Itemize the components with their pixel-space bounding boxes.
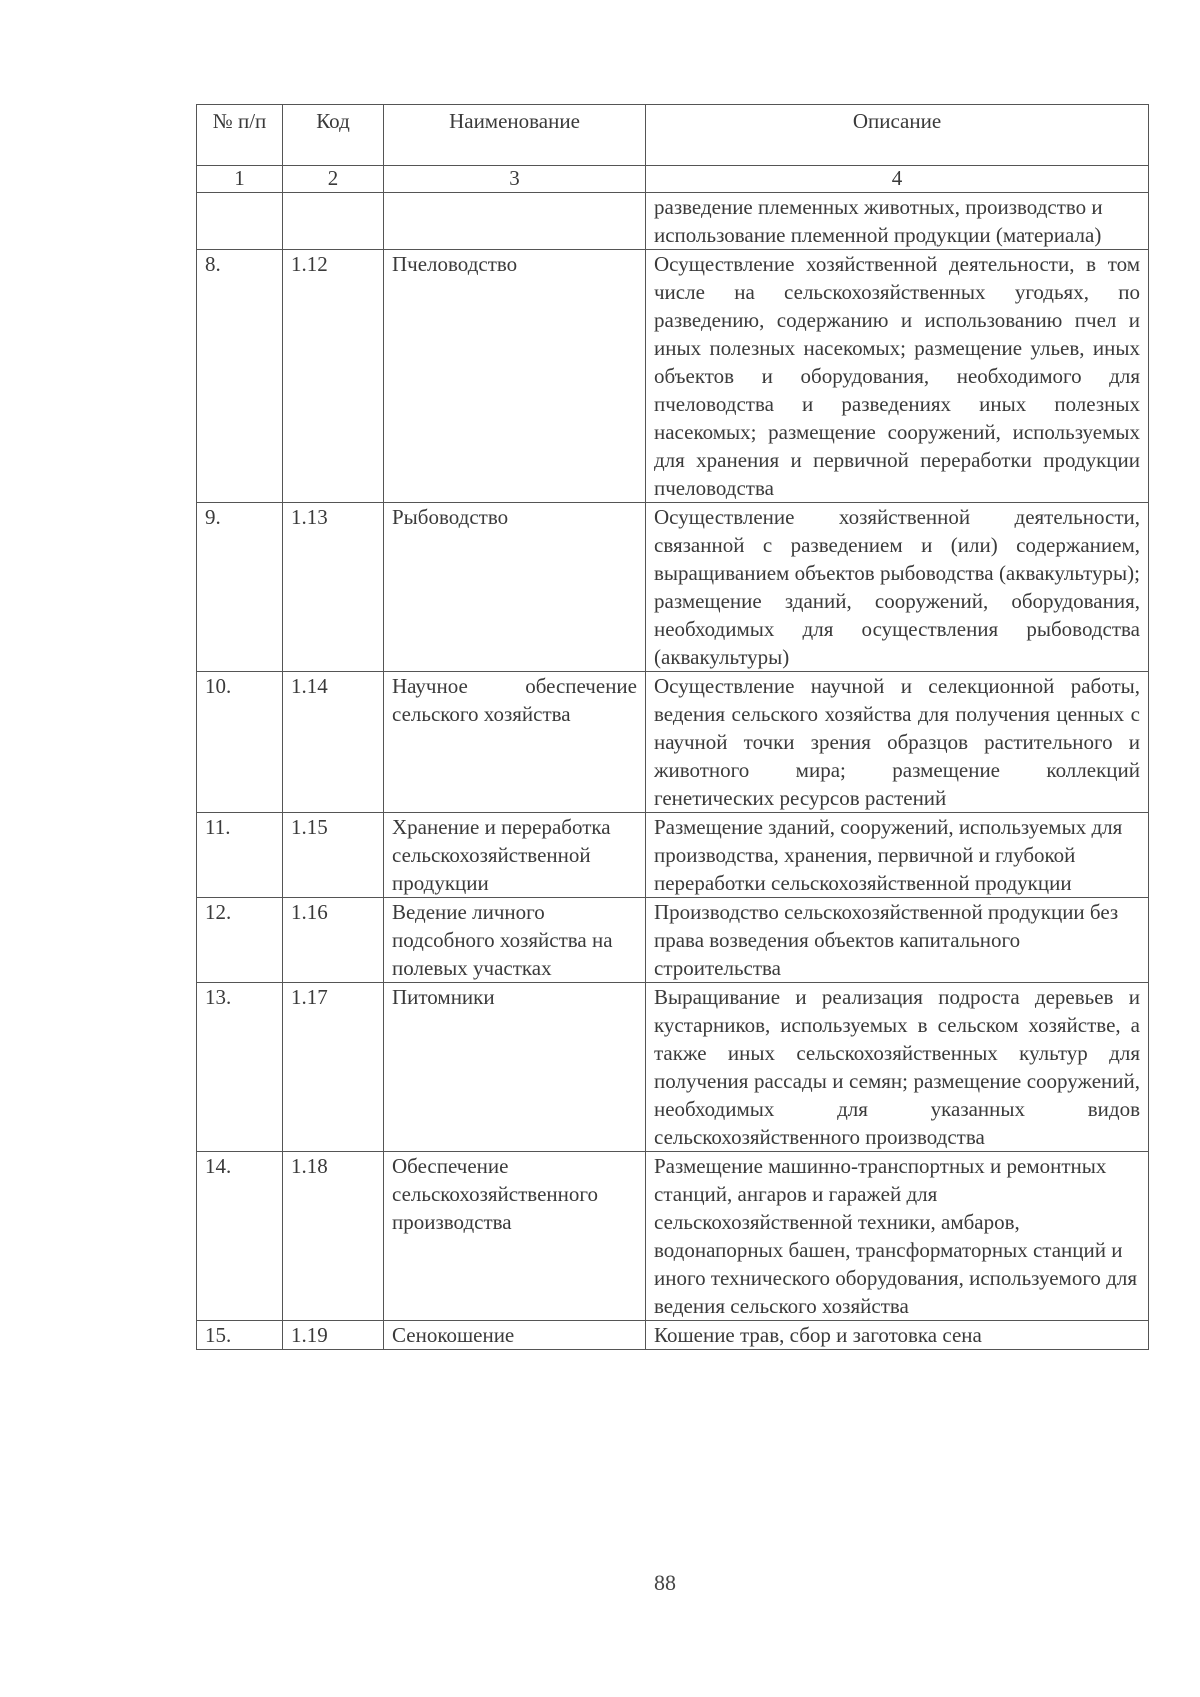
- row-name: Обеспечение сельскохозяйственного производства: [384, 1152, 646, 1321]
- row-description: Выращивание и реализация подроста деревьев и кустарников, используемых в сельском хозяйстве, а также иных сельскохозяйственных культур для получения рассады и семян; размещение сооружений, необходимых для указанных видов сельскохозяйственного производства: [646, 983, 1149, 1152]
- row-number: 8.: [197, 250, 283, 503]
- land-use-table: [196, 104, 1149, 1350]
- header-description: Описание: [646, 105, 1149, 166]
- table-row: [197, 250, 1149, 503]
- row-number: 12.: [197, 898, 283, 983]
- column-number: 3: [384, 166, 646, 193]
- row-name: [384, 193, 646, 250]
- row-number: 15.: [197, 1321, 283, 1350]
- row-number: 13.: [197, 983, 283, 1152]
- header-code: Код: [283, 105, 384, 166]
- header-num: № п/п: [197, 105, 283, 166]
- table-row: [197, 983, 1149, 1152]
- row-code: 1.16: [283, 898, 384, 983]
- column-number-row: [197, 166, 1149, 193]
- row-code: 1.15: [283, 813, 384, 898]
- page-number: 88: [654, 1570, 676, 1595]
- row-code: 1.12: [283, 250, 384, 503]
- row-code: 1.18: [283, 1152, 384, 1321]
- table-row: [197, 193, 1149, 250]
- row-number: 10.: [197, 672, 283, 813]
- row-name: Сенокошение: [384, 1321, 646, 1350]
- row-description: Осуществление научной и селекционной работы, ведения сельского хозяйства для получения ценных с научной точки зрения образцов растительного и животного мира; размещение коллекций генетических ресурсов растений: [646, 672, 1149, 813]
- row-description: Размещение зданий, сооружений, используемых для производства, хранения, первичной и глубокой переработки сельскохозяйственной продукции: [646, 813, 1149, 898]
- row-name: Научное обеспечение сельского хозяйства: [384, 672, 646, 813]
- row-number: 9.: [197, 503, 283, 672]
- row-number: [197, 193, 283, 250]
- table-row: [197, 672, 1149, 813]
- row-name: Хранение и переработка сельскохозяйственной продукции: [384, 813, 646, 898]
- row-description: Производство сельскохозяйственной продукции без права возведения объектов капитального строительства: [646, 898, 1149, 983]
- column-number: 2: [283, 166, 384, 193]
- row-description: Осуществление хозяйственной деятельности, связанной с разведением и (или) содержанием, выращиванием объектов рыбоводства (аквакультуры); размещение зданий, сооружений, оборудования, необходимых для осуществления рыбоводства (аквакультуры): [646, 503, 1149, 672]
- row-number: 11.: [197, 813, 283, 898]
- table-row: [197, 1321, 1149, 1350]
- table-row: [197, 503, 1149, 672]
- column-number: 4: [646, 166, 1149, 193]
- table-row: [197, 898, 1149, 983]
- row-description: Размещение машинно-транспортных и ремонтных станций, ангаров и гаражей для сельскохозяйственной техники, амбаров, водонапорных башен, трансформаторных станций и иного технического оборудования, используемого для ведения сельского хозяйства: [646, 1152, 1149, 1321]
- row-name: Ведение личного подсобного хозяйства на полевых участках: [384, 898, 646, 983]
- row-description: Осуществление хозяйственной деятельности, в том числе на сельскохозяйственных угодьях, по разведению, содержанию и использованию пчел и иных полезных насекомых; размещение ульев, иных объектов и оборудования, необходимого для пчеловодства и разведениях иных полезных насекомых; размещение сооружений, используемых для хранения и первичной переработки продукции пчеловодства: [646, 250, 1149, 503]
- row-number: 14.: [197, 1152, 283, 1321]
- header-row: [197, 105, 1149, 166]
- row-description: Кошение трав, сбор и заготовка сена: [646, 1321, 1149, 1350]
- row-code: 1.19: [283, 1321, 384, 1350]
- header-name: Наименование: [384, 105, 646, 166]
- table-row: [197, 813, 1149, 898]
- row-name: Питомники: [384, 983, 646, 1152]
- table-row: [197, 1152, 1149, 1321]
- row-description: разведение племенных животных, производство и использование племенной продукции (материала): [646, 193, 1149, 250]
- row-name: Пчеловодство: [384, 250, 646, 503]
- row-code: 1.17: [283, 983, 384, 1152]
- column-number: 1: [197, 166, 283, 193]
- row-code: 1.13: [283, 503, 384, 672]
- row-code: 1.14: [283, 672, 384, 813]
- row-name: Рыбоводство: [384, 503, 646, 672]
- row-code: [283, 193, 384, 250]
